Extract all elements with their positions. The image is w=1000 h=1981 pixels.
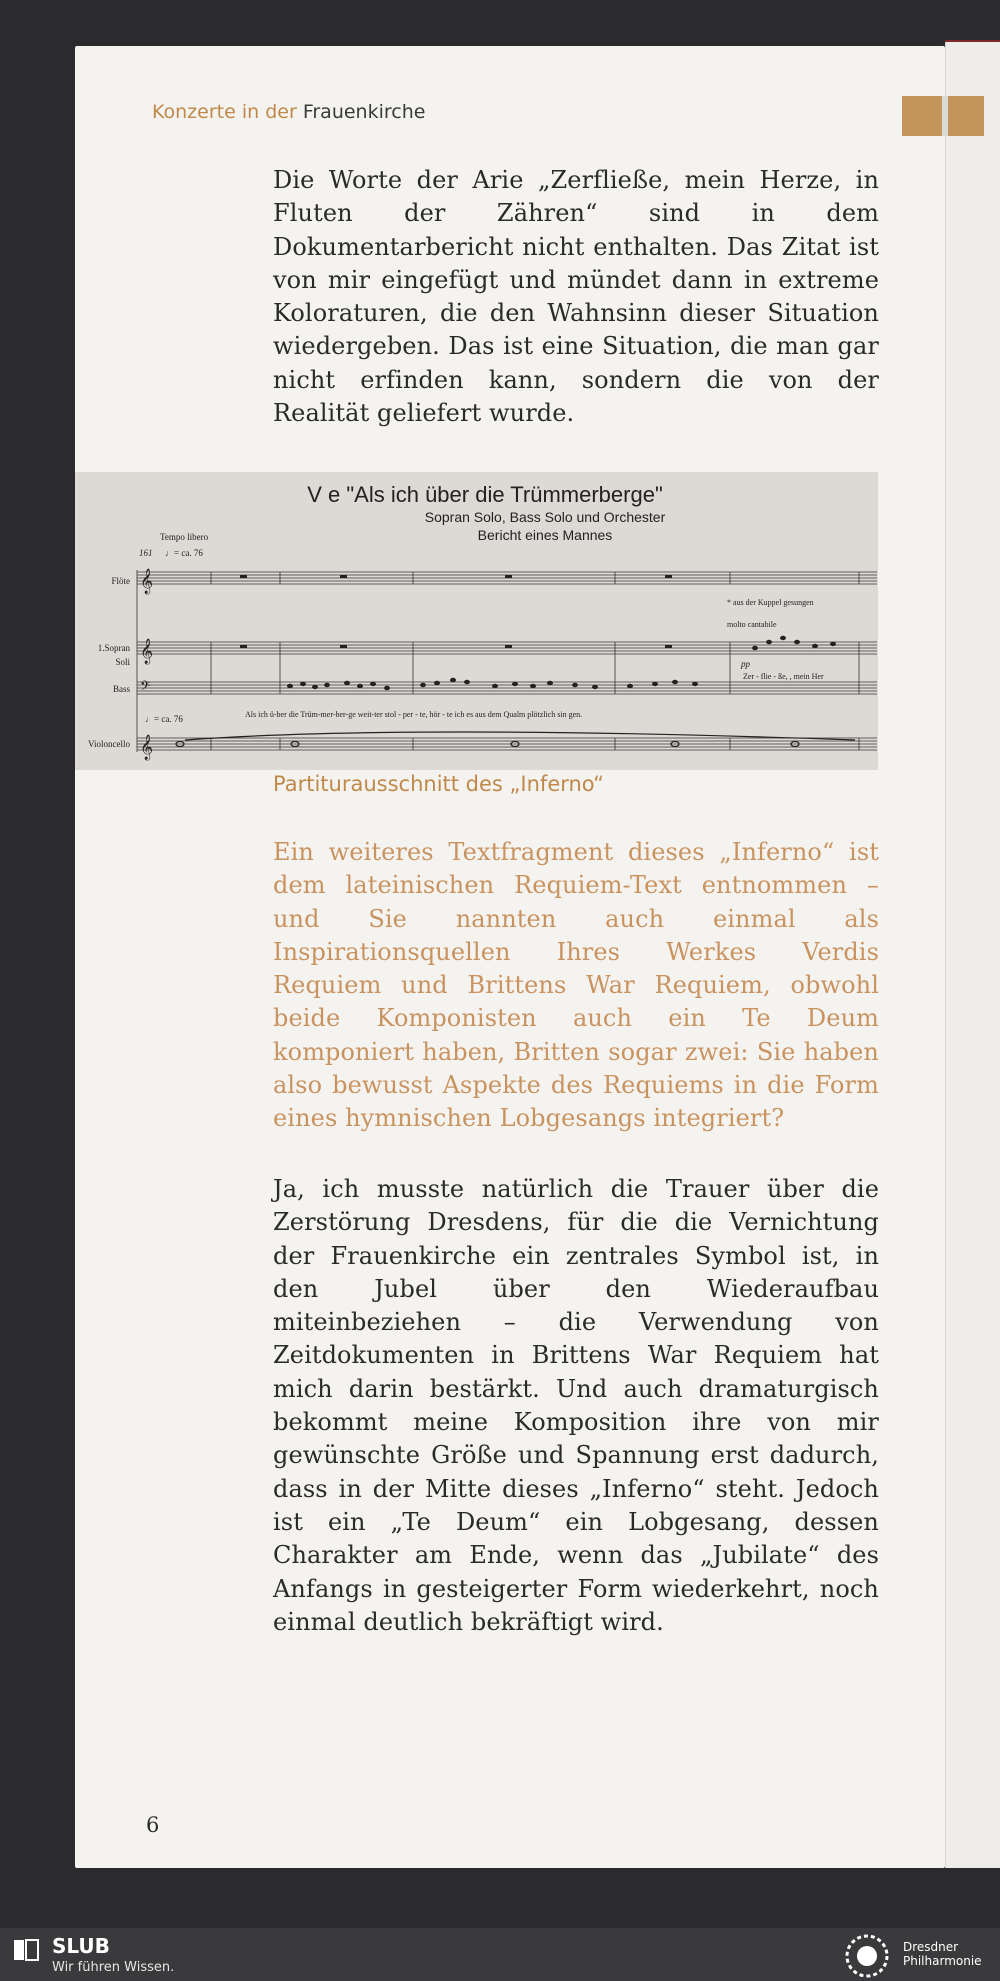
svg-text:𝄞: 𝄞 <box>140 569 154 594</box>
score-tempo: Tempo libero <box>160 532 209 542</box>
running-header <box>152 101 425 123</box>
page-tab-marker <box>902 96 984 136</box>
score-svg <box>75 472 878 770</box>
instrument-soli: Soli <box>115 657 130 667</box>
dresdner-philharmonie-logo-icon <box>842 1931 892 1981</box>
dresdner-philharmonie-name <box>903 1940 982 1968</box>
slub-logo-icon <box>12 1936 40 1964</box>
score-measure: 161 <box>139 548 153 558</box>
dp-line-1: Dresdner <box>903 1940 959 1954</box>
score-caption: Partiturausschnitt des „Inferno“ <box>273 772 605 796</box>
instrument-floete: Flöte <box>111 576 130 586</box>
score-subtitle2: Bericht eines Mannes <box>477 527 613 543</box>
header-name: Frauenkirche <box>302 101 426 123</box>
score-note-cantabile: molto cantabile <box>727 620 777 629</box>
score-tempo-mark-2: ♩= ca. 76 <box>145 714 183 724</box>
dp-line-2: Philharmonie <box>903 1954 982 1968</box>
next-page-edge <box>945 42 1000 1868</box>
score-subtitle: Sopran Solo, Bass Solo und Orchester <box>424 509 666 525</box>
viewer-footer <box>0 1928 1000 1981</box>
slub-tagline: Wir führen Wissen. <box>52 1960 175 1975</box>
score-tempo-mark: ♩= ca. 76 <box>165 548 203 558</box>
score-pp: pp <box>741 659 750 669</box>
header-prefix: Konzerte in der <box>152 101 297 123</box>
instrument-sopran: 1.Sopran <box>97 643 130 653</box>
clefs <box>140 568 153 760</box>
svg-text:𝄞: 𝄞 <box>140 639 154 664</box>
paragraph-1: Die Worte der Arie „Zerfließe, mein Herze, in Fluten der Zähren“ sind in dem Dokumentarbericht nicht enthalten. Das Zitat ist von mir eingefügt und mündet dann in extreme Koloraturen, die den Wahnsinn dieser Situation wiedergeben. Das ist eine Situation, die man gar nicht erfinden kann, sondern die von der Realität geliefert wurde. <box>273 166 879 428</box>
instrument-bass: Bass <box>112 684 130 694</box>
instrument-cello: Violoncello <box>88 739 130 749</box>
page-number: 6 <box>146 1813 160 1837</box>
paragraph-2-question: Ein weiteres Textfragment dieses „Inferno“ ist dem lateinischen Requiem-Text entnommen – und Sie nannten auch einmal als Inspirationsquellen Ihres Werkes Verdis Requiem und Brittens War Requiem, obwohl beide Komponisten auch ein Te Deum komponiert haben, Britten sogar zwei: Sie haben also bewusst Aspekte des Requiems in die Form eines hymnischen Lobgesangs integriert? <box>273 838 879 1133</box>
svg-text:𝄢: 𝄢 <box>140 678 151 697</box>
lyrics-sopran: Zer - flie - ße, , mein Her <box>743 672 824 681</box>
svg-text:𝄞: 𝄞 <box>140 735 154 760</box>
paragraph-3-answer: Ja, ich musste natürlich die Trauer über die Zerstörung Dresdens, für die die Vernichtung der Frauenkirche ein zentrales Symbol ist, in den Jubel über den Wiederaufbau miteinbeziehen – die Verwendung von Zeitdokumenten in Brittens War Requiem hat mich darin bestärkt. Und auch dramaturgisch bekommt meine Komposition ihre von mir gewünschte Größe und Spannung erst dadurch, dass in der Mitte dieses „Inferno“ steht. Jedoch ist ein „Te Deum“ ein Lobgesang, dessen Charakter am Ende, wenn das „Jubilate“ des Anfangs in gesteigerter Form wiederkehrt, noch einmal deutlich bekräftigt wird. <box>273 1175 879 1636</box>
slub-name: SLUB <box>52 1934 110 1958</box>
score-title: V e "Als ich über die Trümmerberge" <box>307 482 663 507</box>
lyrics-bass: Als ich ü-ber die Trüm-mer-ber-ge weit-ter stol - per - te, hör - te ich es aus dem Qualm plötzlich sin gen. <box>245 710 583 719</box>
score-excerpt <box>75 472 878 770</box>
score-note-kuppel: * aus der Kuppel gesungen <box>727 598 814 607</box>
